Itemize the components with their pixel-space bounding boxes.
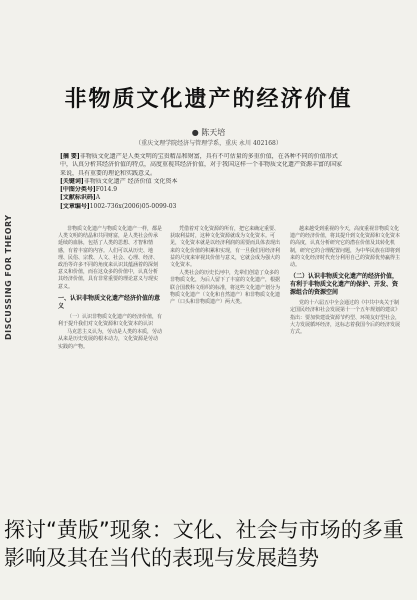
abstract-line: [摘 要]非物质文化遗产是人类文明的宝贵精品和财富，具有不可估量的多重价值，在各种不同的价值形式	[60, 153, 338, 160]
body-paragraph: 马克思主义认为，劳动是人类的本质，劳动从来是历史发展的根本动力，文化资源是劳动实践的产物。	[58, 329, 163, 350]
author-line: ● 陈天培	[191, 128, 226, 137]
body-column-left	[58, 226, 162, 352]
body-paragraph: 党的十六届五中全会通过的《中共中央关于制定国民经济和社会发展第十一个五年规划的建议》指出：要加快建设资源节约型、环境友好型社会，大力发展循环经济，这标志着我国今后的经济发展方式。	[290, 300, 401, 336]
document-code-line: [文献标识码]A	[60, 194, 101, 202]
body-paragraph: （一）认识非物质文化遗产的经济价值，有利于提升我们对文化资源和文化资本的认识	[58, 313, 163, 328]
body-column-right	[290, 226, 400, 337]
side-label: DISCUSSING FOR THEORY	[4, 214, 13, 340]
body-column-middle	[170, 226, 282, 307]
abstract-block	[60, 153, 385, 211]
keywords-line: [关键词]非物质文化遗产 经济价值 文化资本	[60, 177, 178, 185]
article-number-line: [文章编号]1002-736x(2006)05-0099-03	[60, 202, 177, 210]
abstract-line: 中，认真分析其经济价值的特点，高度重视其经济价值，对于我国这样一个非物质文化遗产资源丰富的国家	[60, 161, 343, 169]
body-paragraph: 非物质文化遗产与物质文化遗产一样，都是人类文明的结晶和共同财富，是人类社会传承延续的血脉，包括了人类的思想、才智和情感，有着丰富的内容。人们可以从历史、地理、民俗、宗教、人文、社会、心理、经济、政治等许多不同的角度来认识其蕴涵着的深刻意义和价值，而在这众多的价值中，认真分析其经济价值，具有非常重要的理论意义与现实意义。	[58, 226, 163, 290]
abstract-line: 来说，具有重要的理论和实践意义。	[60, 169, 157, 177]
section-heading: （二）认识非物质文化遗产的经济价值，有利于非物质文化遗产的保护、开发、资源组合的资源空间	[290, 273, 399, 297]
classification-line: [中图分类号]F014.9	[60, 186, 118, 194]
body-paragraph: 越来越受到重视的今天，高度重视非物质文化遗产的经济价值，将其提升到文化资源和文化资本的高度，认真分析研究它的潜在价值及其转化机制，研究它的合理配置问题，为中华民族在即将到来的文化经济时代充分利用自己的资源优势赢得主动。	[290, 226, 401, 269]
body-paragraph: 凭借着对文化资源的所有，把它来确定重要、获取利益时，这种文化资源就成为文化资本。可见，文化资本就是以经济利润的需要而具体表现出来的文化价值的积累和实现，有一旦我们用经济利益的尺度来审视其价值与意义，它就会成为强大的文化资本。	[170, 226, 281, 269]
overlay-caption: 探讨“黄版”现象：文化、社会与市场的多重影响及其在当代的表现与发展趋势	[0, 514, 417, 600]
article-title: 非物质文化遗产的经济价值	[64, 86, 353, 112]
section-heading: 一、认识非物质文化遗产经济价值的意义	[58, 294, 161, 310]
body-paragraph: 人类社会的历史长河中，先辈们创造了众多的非物质文化，为后人留下了丰富的文化遗产，根据联合国教科文组织的标准，将这些文化遗产划分为物质文化遗产（文化和自然遗产）和非物质文化遗产（口头和非物质遗产）两大类。	[170, 270, 281, 306]
affiliation-line: （重庆文理学院经济与管理学系，重庆 永川 402168）	[135, 140, 282, 147]
